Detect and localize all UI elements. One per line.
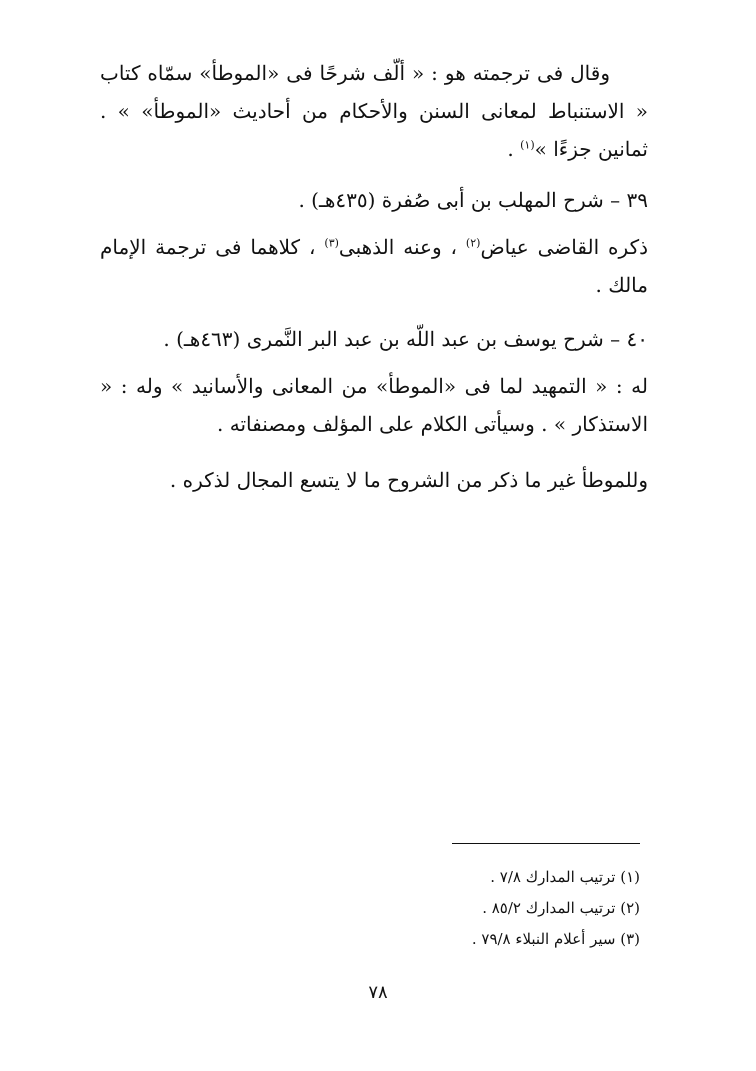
- footnotes: [472, 862, 640, 955]
- paragraph-3-part2: ، وعنه الذهبى: [338, 235, 466, 259]
- paragraph-1-end: .: [507, 137, 521, 161]
- footnote-3: (٣) سير أعلام النبلاء ٧٩/٨ .: [471, 930, 640, 948]
- paragraph-3-part3: ، كلاهما فى ترجمة الإمام مالك .: [100, 235, 648, 297]
- footnote-ref-1[interactable]: (١): [520, 138, 535, 152]
- footnote-2: (٢) ترتيب المدارك ٨٥/٢ .: [482, 899, 640, 917]
- paragraph-6-text: وللموطأ غير ما ذكر من الشروح ما لا يتسع المجال لذكره .: [169, 468, 648, 492]
- paragraph-6: [170, 461, 648, 499]
- paragraph-1-text: وقال فى ترجمته هو : « ألّف شرحًا فى «الموطأ» سمّاه كتاب « الاستنباط لمعانى السنن والأحكام من أحاديث «الموطأ» » . ثمانين جزءًا »: [100, 61, 648, 161]
- paragraph-5: [100, 367, 648, 443]
- footnote-ref-2[interactable]: (٢): [465, 236, 481, 250]
- paragraph-3: [100, 228, 648, 304]
- entry-40-text: ٤٠ – شرح يوسف بن عبد اللّه بن عبد البر النَّمرى (٤٦٣هـ) .: [163, 327, 648, 351]
- entry-39-heading: [298, 181, 648, 219]
- paragraph-5-text: له : « التمهيد لما فى «الموطأ» من المعانى والأسانيد » وله : « الاستذكار » . وسيأتى الكلام على المؤلف ومصنفاته .: [100, 374, 648, 436]
- footnote-1: (١) ترتيب المدارك ٧/٨ .: [490, 868, 640, 886]
- footnote-divider: [452, 843, 640, 844]
- footnote-ref-3[interactable]: (٣): [324, 236, 339, 250]
- paragraph-1: [100, 54, 648, 168]
- entry-40-heading: [163, 320, 648, 358]
- entry-39-text: ٣٩ – شرح المهلب بن أبى صُفرة (٤٣٥هـ) .: [298, 188, 648, 212]
- paragraph-3-part1: ذكره القاضى عياض: [480, 235, 648, 259]
- page-number: ٧٨: [368, 982, 388, 1003]
